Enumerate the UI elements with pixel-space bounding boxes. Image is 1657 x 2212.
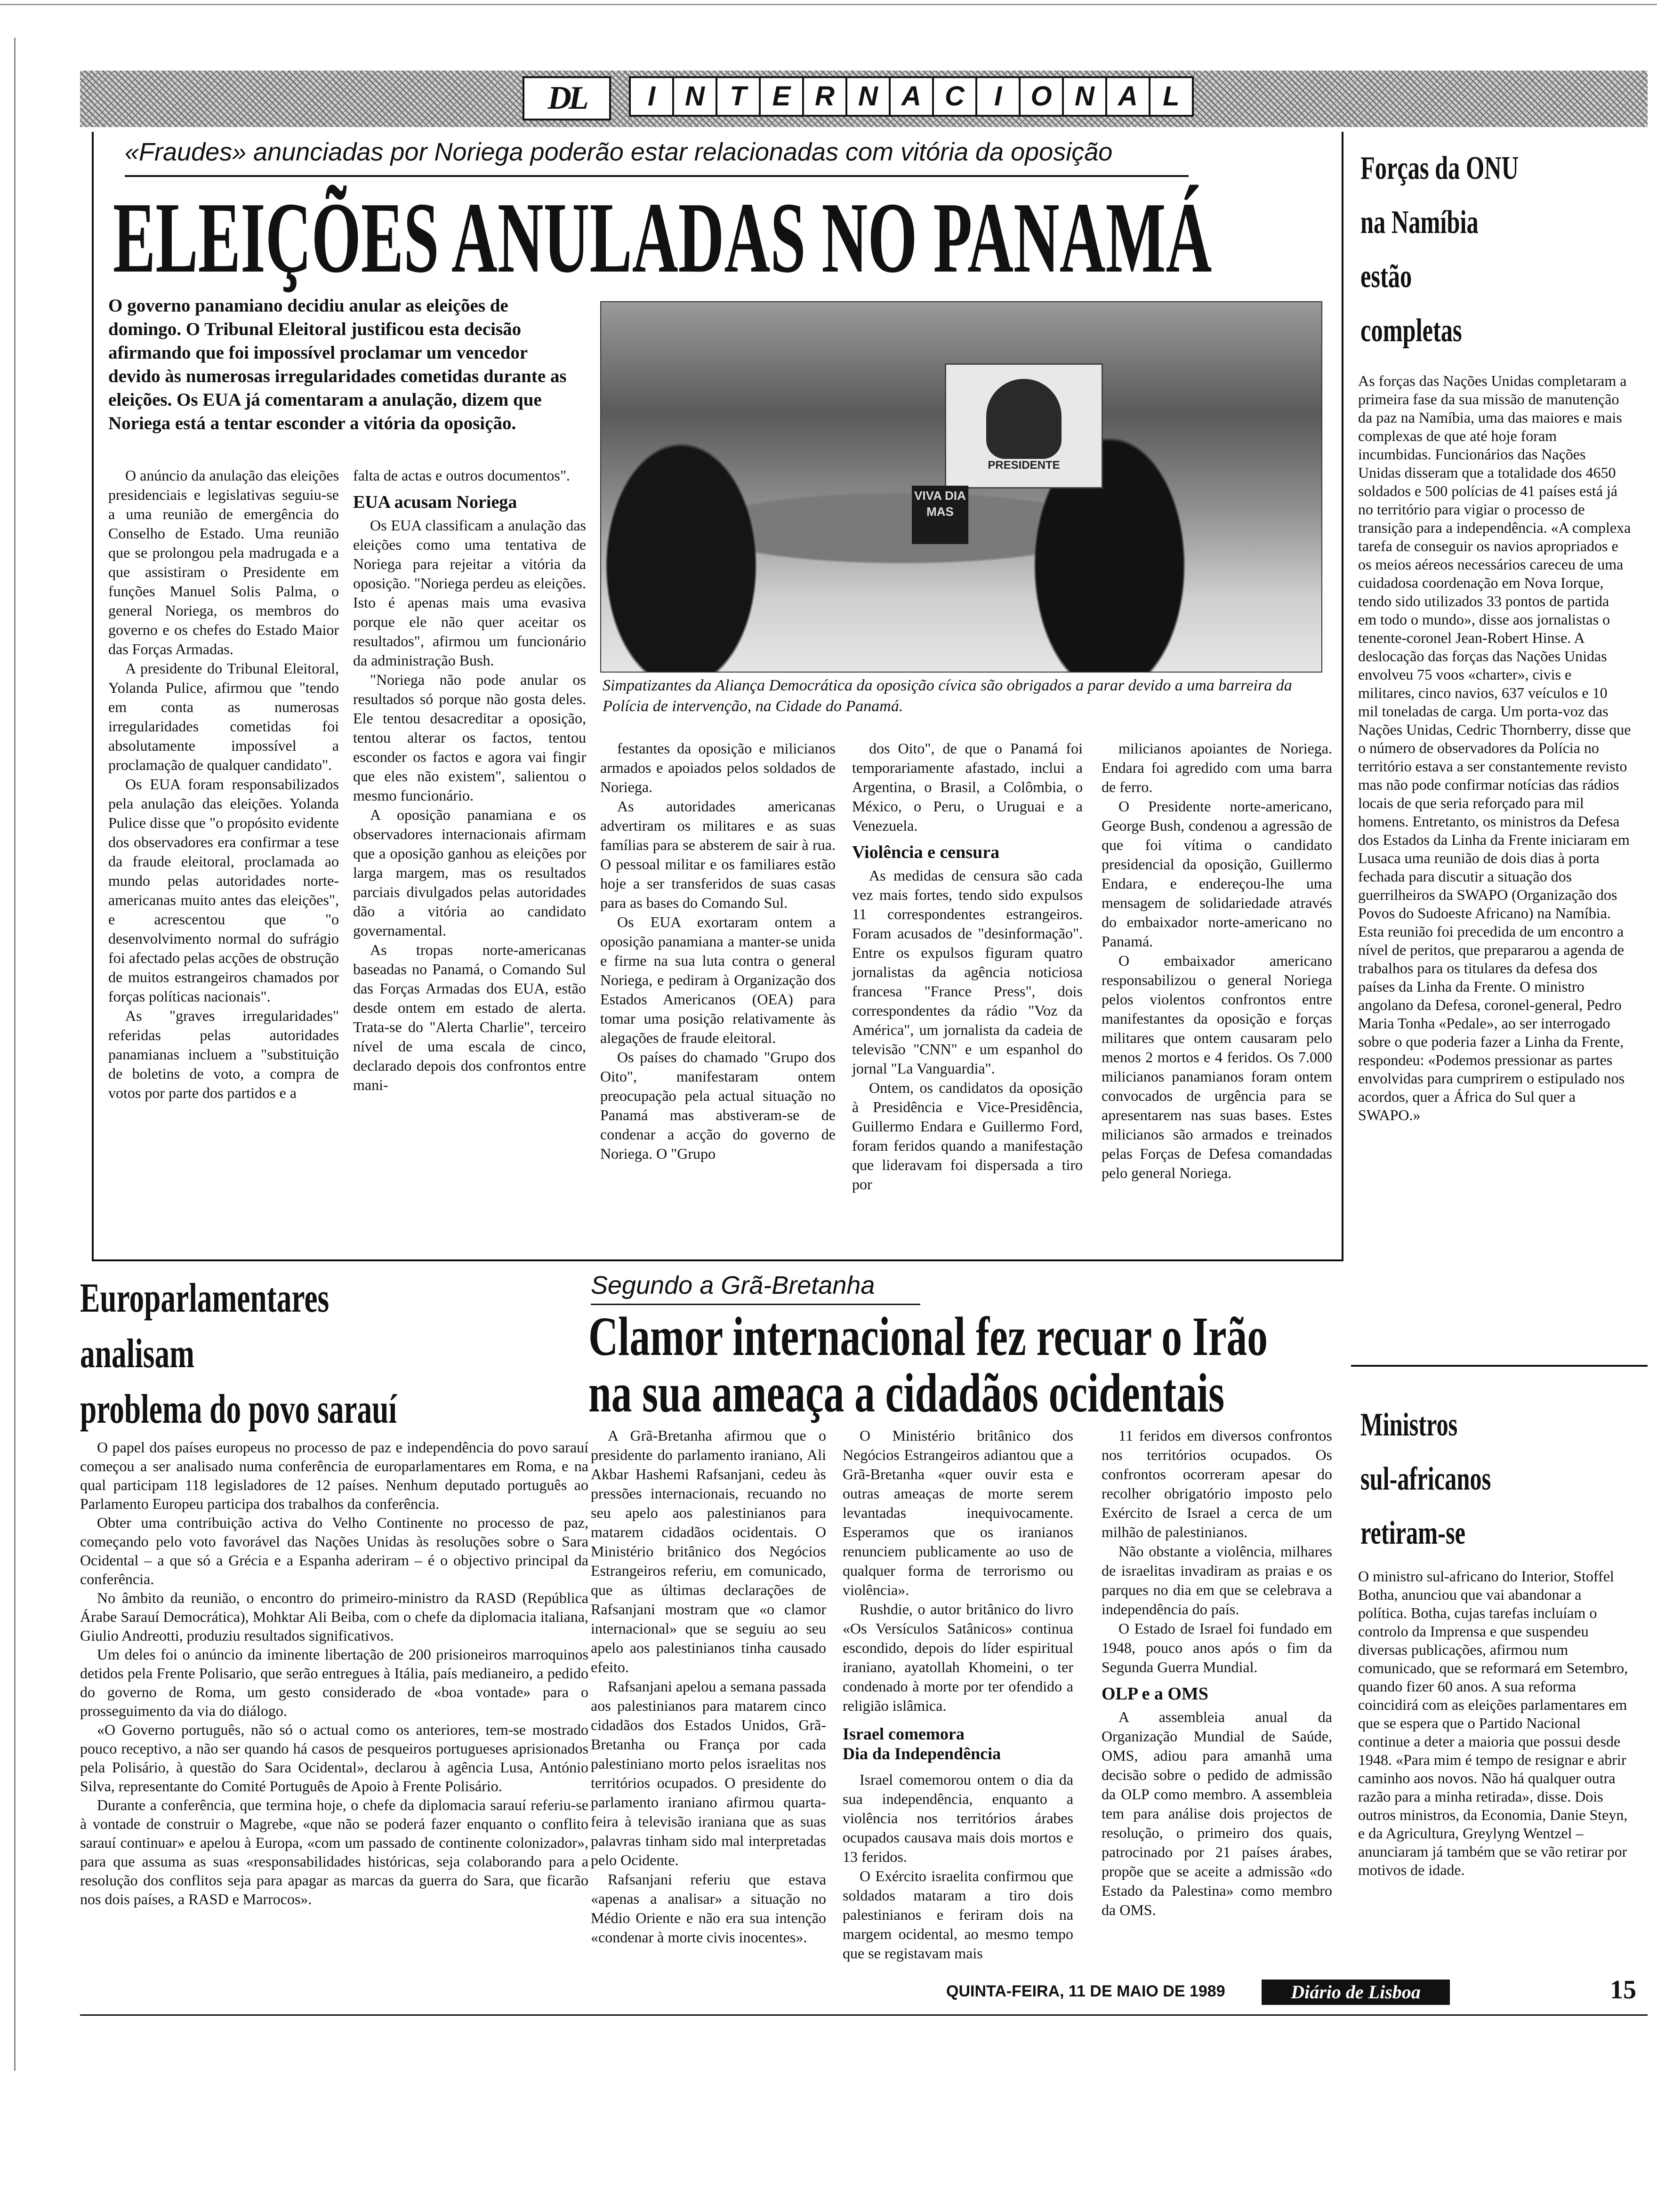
footer-page: 15 <box>1610 1975 1636 2004</box>
photo-sign-text: PRESIDENTE <box>988 459 1060 472</box>
ministros-headline <box>1360 1398 1633 1560</box>
section-logo: DL <box>547 80 586 116</box>
israel-subhead-line: Dia da Independência <box>843 1744 1001 1763</box>
irao-headline-line: Clamor internacional fez recuar o Irão <box>588 1306 1268 1367</box>
section-letter: N <box>1062 76 1107 117</box>
article-paragraph: Obter uma contribuição activa do Velho Continente no processo de paz, começando pelo voto favorável das Nações Unidas às resoluções sobre o Sara Ocidental – a que só a Grécia e a Espanha aderiram – é o objectivo principal da conferência. <box>80 1514 588 1587</box>
article-paragraph: A assembleia anual da Organização Mundial de Saúde, OMS, adiou para amanhã uma decisão sobre o pedido de admissão da OLP como membro. A assembleia tem para análise dois projectos de resolução, o primeiro dos quais, patrocinado por 21 países árabes, propõe que se aceite a admissão «do Estado da Palestina» como membro da OMS. <box>1102 1708 1332 1918</box>
section-letter: R <box>802 76 847 117</box>
article-paragraph: A presidente do Tribunal Eleitoral, Yolanda Pulice, afirmou que "tendo em conta as numerosas irregularidades cometidas foi absolutamente impossível a proclamação de qualquer candidato". <box>108 660 339 773</box>
euro-body <box>80 1438 588 1908</box>
article-paragraph: As medidas de censura são cada vez mais fortes, tendo sido expulsos 11 correspondentes estrangeiros. Foram acusados de "desinformação". Entre os expulsos figuram quatro jornalistas da agência noticiosa francesa "France Press", dois correspondentes da rádio "Voz da América", um jornalista da cadeia de televisão "CNN" e um espanhol do jornal "La Vanguardia". <box>852 867 1083 1077</box>
article-paragraph: Os EUA foram responsabilizados pela anulação das eleições. Yolanda Pulice disse que "o propósito evidente dos observadores era confirmar a tese da fraude eleitoral, proclamada ao mundo pelas autoridades norte-americanas muito antes das eleições", e acrescentou que "o desenvolvimento normal do sufrágio foi afectado pelas acções de obstrução de muitos estrangeiros chamados por forças políticas nacionais". <box>108 776 339 1005</box>
onu-body: As forças das Nações Unidas completaram a primeira fase da sua missão de manutenção da paz na Namíbia, uma das maiores e mais complexas de que até hoje foram incumbidas. Funcionários das Nações Unidas disseram que a totalidade dos 4650 soldados e 500 polícias de 41 países está já no território para vigiar o processo de transição para a independência. «A complexa tarefa de conseguir os navios apropriados e os meios aéreos necessários careceu de uma cuidadosa coordenação em Nova Iorque, tendo sido utilizados 33 pontos de partida em todo o mundo», disse aos jornalistas o tenente-coronel Jean-Robert Hinse. A deslocação das forças das Nações Unidas envolveu 75 voos «charter», civis e militares, cinco navios, 637 veículos e 10 mil toneladas de carga. Um porta-voz das Nações Unidas, Cedric Thornberry, disse que o número de observadores da Polícia no território estava a ser constantemente revisto mas não pode confirmar notícias das rádios locais de que seria reforçado para mil homens. Entretanto, os ministros da Defesa dos Estados da Linha da Frente iniciaram em Lusaca uma reunião de dois dias à porta fechada para discutir a situação dos guerrilheiros da SWAPO (Organização dos Povos do Sudoeste Africano) na Namíbia. Esta reunião foi precedida de um encontro a nível de peritos, que prepararou a agenda de trabalhos para os titulares da defesa dos países da Linha da Frente. O ministro angolano da Defesa, coronel-general, Pedro Maria Tonha «Pedale», ao ser interrogado sobre o que poderia fazer a Linha da Frente, respondeu: «Podemos pressionar as partes envolvidas para cumprirem o estipulado nos acordos, quer a África do Sul quer a SWAPO.» <box>1358 372 1631 1123</box>
subhead-eua: EUA acusam Noriega <box>353 492 517 512</box>
article-paragraph: As tropas norte-americanas baseadas no Panamá, o Comando Sul das Forças Armadas dos EUA, estão desde ontem em estado de alerta. Trata-se do "Alerta Charlie", terceiro nível de uma escala de cinco, declarado depois dos confrontos entre mani- <box>353 941 586 1093</box>
section-letter: E <box>759 76 804 117</box>
main-kicker: «Fraudes» anunciadas por Noriega poderão estar relacionadas com vitória da oposição <box>125 138 1113 166</box>
article-paragraph: A oposição panamiana e os observadores internacionais afirmam que a oposição ganhou as eleições por larga margem, mas os resultados parciais divulgados pelas autoridades dão a vitória ao candidato governamental. <box>353 806 586 939</box>
main-box-left <box>92 132 94 1261</box>
footer-paper-box <box>1262 1980 1450 2005</box>
article-paragraph: O Presidente norte-americano, George Bush, condenou a agressão de que foi vítima o candidato presidencial da oposição, Guillermo Endara, e endereçou-lhe uma mensagem de solidariedade através do embaixador norte-americano no Panamá. <box>1102 798 1332 950</box>
israel-subhead <box>843 1724 1073 1763</box>
onu-headline-line: completas <box>1360 313 1462 349</box>
article-paragraph: As "graves irregularidades" referidas pelas autoridades panamianas incluem a "substituição de boletins de voto, a compra de votos por parte dos partidos e a <box>108 1007 339 1101</box>
article-paragraph: O papel dos países europeus no processo de paz e independência do povo sarauí começou a ser analisado numa conferência de europarlamentares em Roma, e na qual participam 118 legisladores de 12 países. Nenhum deputado português ao Parlamento Europeu participa dos trabalhos da conferência. <box>80 1439 588 1512</box>
section-letter: I <box>629 76 674 117</box>
article-paragraph: festantes da oposição e milicianos armados e apoiados pelos soldados de Noriega. <box>600 740 836 795</box>
main-headline <box>113 181 1212 294</box>
article-paragraph: O Ministério britânico dos Negócios Estrangeiros adiantou que a Grã-Bretanha «quer ouvir esta e outras ameaças de morte serem levantadas inequivocamente. Esperamos que os iranianos renunciem publicamente ao uso de qualquer forma de terrorismo ou violência». <box>843 1427 1073 1598</box>
irao-kicker: Segundo a Grã-Bretanha <box>591 1271 875 1299</box>
photo-sign-viva <box>912 486 968 544</box>
article-paragraph: Os EUA classificam a anulação das eleições como uma tentativa de Noriega para rejeitar a vitória da oposição. "Noriega perdeu as eleições. Isto é apenas mais uma evasiva porque ele não quer aceitar os resultados", afirmou um funcionário da administração Bush. <box>353 517 586 669</box>
article-paragraph: O Estado de Israel foi fundado em 1948, pouco anos após o fim da Segunda Guerra Mundial. <box>1102 1620 1332 1675</box>
article-paragraph: «O Governo português, não só o actual como os anteriores, tem-se mostrado pouco receptivo, a não ser quando há casos de pesqueiros portugueses aprisionados pela Polisário, à questão do Sara Ocidental», declarou à agência Lusa, António Silva, representante do Comité Português de Apoio à Frente Polisário. <box>80 1721 588 1795</box>
euro-headline-line: Europarlamentares <box>80 1275 330 1321</box>
article-paragraph: Rafsanjani referiu que estava «apenas a analisar» a situação no Médio Oriente e não era sua intenção «condenar à morte civis inocentes». <box>591 1871 826 1946</box>
subhead-olp: OLP e a OMS <box>1102 1684 1208 1704</box>
ministros-headline-line: retiram-se <box>1360 1515 1465 1551</box>
main-column-3 <box>600 739 836 1163</box>
article-paragraph: Ontem, os candidatos da oposição à Presidência e Vice-Presidência, Guillermo Endara e Guillermo Ford, foram feridos quando a manifestação que lideravam foi dispersada a tiro por <box>852 1079 1083 1193</box>
article-paragraph: 11 feridos em diversos confrontos nos territórios ocupados. Os confrontos ocorreram apesar do recolher obrigatório imposto pelo Exército de Israel a cerca de um milhão de palestinianos. <box>1102 1427 1332 1540</box>
section-letter: T <box>716 76 761 117</box>
section-letter: A <box>1105 76 1150 117</box>
irao-column-3 <box>1102 1426 1332 1920</box>
main-column-1 <box>108 466 339 1103</box>
kicker-underline <box>125 175 1189 177</box>
section-letter: I <box>975 76 1021 117</box>
bottom-rule <box>80 2014 1648 2016</box>
article-paragraph: "Noriega não pode anular os resultados só porque não gosta deles. Ele tentou desacreditar a oposição, tentou alterar os factos, tentou esconder os factos e agora vai fingir que eles não existem", salientou o mesmo funcionário. <box>353 671 586 804</box>
euro-headline-line: problema do povo sarauí <box>80 1387 397 1432</box>
irao-column-2 <box>843 1426 1073 1963</box>
main-photo <box>600 301 1322 673</box>
main-column-5 <box>1102 739 1332 1183</box>
section-letter: N <box>672 76 717 117</box>
article-paragraph: Rafsanjani apelou a semana passada aos palestinianos para matarem cinco cidadãos dos Estados Unidos, Grã-Bretanha ou França por cada palestiniano morto pelos israelitas nos territórios ocupados. O presidente do parlamento iraniano afirmou quarta-feira à televisão iraniana que as suas palavras tinham sido mal interpretadas pelo Ocidente. <box>591 1678 826 1868</box>
article-paragraph: dos Oito", de que o Panamá foi temporariamente afastado, inclui a Argentina, o Brasil, a Colômbia, o México, o Peru, o Uruguai e a Venezuela. <box>852 740 1083 834</box>
euro-headline-line: analisam <box>80 1331 194 1377</box>
onu-headline-line: estão <box>1360 258 1412 295</box>
photo-caption: Simpatizantes da Aliança Democrática da oposição cívica são obrigados a parar devido a uma barreira da Polícia de intervenção, na Cidade do Panamá. <box>603 677 1292 715</box>
article-paragraph: milicianos apoiantes de Noriega. Endara foi agredido com uma barra de ferro. <box>1102 740 1332 795</box>
article-paragraph: As autoridades americanas advertiram os militares e as suas famílias para se absterem de sair à rua. O pessoal militar e os familiares estão hoje a ser transferidos de suas casas para as bases do Comando Sul. <box>600 798 836 911</box>
top-edge-line <box>0 4 1657 5</box>
ministros-headline-line: sul-africanos <box>1360 1461 1491 1497</box>
irao-headline <box>588 1306 1351 1424</box>
main-column-4 <box>852 739 1083 1194</box>
left-margin-line <box>14 38 16 2071</box>
israel-subhead-line: Israel comemora <box>843 1724 965 1743</box>
ministros-rule <box>1351 1365 1648 1367</box>
main-lead: O governo panamiano decidiu anular as eleições de domingo. O Tribunal Eleitoral justificou esta decisão afirmando que foi impossível proclamar um vencedor devido às numerosas irregularidades cometidas durante as eleições. Os EUA já comentaram a anulação, dizem que Noriega está a tentar esconder a vitória da oposição. <box>108 296 567 433</box>
section-letter: N <box>845 76 891 117</box>
ministros-headline-line: Ministros <box>1360 1407 1458 1443</box>
irao-column-1 <box>591 1426 826 1947</box>
photo-sign-viva-text: VIVA DIA MAS <box>914 489 966 519</box>
footer-paper: Diário de Lisboa <box>1291 1981 1421 2003</box>
photo-sign-presidente <box>945 363 1103 489</box>
article-paragraph: No âmbito da reunião, o encontro do primeiro-ministro da RASD (República Árabe Sarauí Democrática), Mohktar Ali Beiba, com o chefe da diplomacia italiana, Giulio Andreotti, produziu resultados significativos. <box>80 1589 588 1644</box>
section-letter: L <box>1149 76 1194 117</box>
main-headline-text: ELEIÇÕES ANULADAS NO PANAMÁ <box>113 181 1212 294</box>
section-letter: O <box>1019 76 1064 117</box>
main-box-bottom <box>92 1259 1343 1261</box>
main-column-2 <box>353 466 586 1095</box>
article-paragraph: O anúncio da anulação das eleições presidenciais e legislativas seguiu-se a uma reunião de emergência do Conselho de Estado. Uma reunião que se prolongou pela madrugada e a que assistiram o Presidente em funções Manuel Solis Palma, o general Noriega, os membros do governo e os chefes do Estado Maior das Forças Armadas. <box>108 467 339 657</box>
irao-kicker-underline <box>591 1304 920 1305</box>
section-letter: A <box>889 76 934 117</box>
article-paragraph: O embaixador americano responsabilizou o general Noriega pelos violentos confrontos entre manifestantes da oposição e forças militares que ontem causaram pelo menos 2 mortos e 4 feridos. Os 7.000 milicianos panamianos foram ontem convocados de urgência para se apresentarem nas suas bases. Estes milicianos são armados e treinados pelas Forças de Defesa comandadas pelo general Noriega. <box>1102 952 1332 1181</box>
onu-headline-line: Forças da ONU <box>1360 150 1519 186</box>
article-paragraph: Durante a conferência, que termina hoje, o chefe da diplomacia sarauí referiu-se à vontade de construir o Magrebe, «que não se poderá fazer enquanto o conflito sarauí continuar» e apelou à Europa, «com um passado de continente colonizador», para que assuma as suas «responsabilidades históricas, seja colaborando para a resolução dos conflitos seja para apagar as marcas da guerra do Sara, que ficarão nos dois países, a RASD e Marrocos». <box>80 1796 588 1907</box>
col2-top: falta de actas e outros documentos". <box>353 467 570 484</box>
article-paragraph: Rushdie, o autor britânico do livro «Os Versículos Satânicos» continua escondido, depois do líder espiritual iraniano, ayatollah Khomeini, o ter condenado à morte por ter ofendido a religião islâmica. <box>843 1601 1073 1714</box>
onu-headline <box>1360 141 1633 358</box>
onu-headline-line: na Namíbia <box>1360 204 1479 240</box>
article-paragraph: A Grã-Bretanha afirmou que o presidente do parlamento iraniano, Ali Akbar Hashemi Rafsanjani, cedeu às pressões internacionais, recuando no seu apelo aos palestinianos para matarem cidadãos ocidentais. O Ministério britânico dos Negócios Estrangeiros referiu, em comunicado, que as últimas declarações de Rafsanjani mostram que «o clamor internacional» que se seguiu ao seu apelo aos palestinianos tinha causado efeito. <box>591 1427 826 1675</box>
article-paragraph: Os países do chamado "Grupo dos Oito", manifestaram ontem preocupação pela actual situação no Panamá mas abstiveram-se de condenar a acção do governo de Noriega. O "Grupo <box>600 1049 836 1162</box>
main-box-right <box>1342 132 1343 1261</box>
section-title <box>631 76 1194 117</box>
euro-headline <box>80 1271 607 1437</box>
footer-date: QUINTA-FEIRA, 11 DE MAIO DE 1989 <box>946 1982 1225 2000</box>
subhead-violencia: Violência e censura <box>852 842 1000 862</box>
article-paragraph: Não obstante a violência, milhares de israelitas invadiram as praias e os parques no dia em que se celebrava a independência do país. <box>1102 1543 1332 1618</box>
article-paragraph: Os EUA exortaram ontem a oposição panamiana a manter-se unida e firme na sua luta contra o general Noriega, e pediram à Organização dos Estados Americanos (OEA) para tomar uma posição relativamente às alegações de fraude eleitoral. <box>600 914 836 1046</box>
article-paragraph: Um deles foi o anúncio da iminente libertação de 200 prisioneiros marroquinos detidos pela Frente Polisario, que serão entregues à Itália, país medianeiro, a pedido do governo de Roma, um gesto considerado de «boa vontade» para o prosseguimento da via do diálogo. <box>80 1646 588 1719</box>
article-paragraph: O Exército israelita confirmou que soldados mataram a tiro dois palestinianos e feriram dois na margem ocidental, ao mesmo tempo que se registavam mais <box>843 1867 1073 1962</box>
article-paragraph: Israel comemorou ontem o dia da sua independência, enquanto a violência nos territórios árabes ocupados causava mais dois mortos e 13 feridos. <box>843 1771 1073 1865</box>
ministros-body: O ministro sul-africano do Interior, Stoffel Botha, anunciou que vai abandonar a política. Botha, cujas tarefas incluíam o controlo da Imprensa e que suspendeu diversas publicações, afirmou num comunicado, que se reformará em Setembro, quando fizer 60 anos. A sua reforma coincidirá com as eleições parlamentares em que se espera que o Partido Nacional continue a deter a maioria que possui desde 1948. «Para mim é tempo de resignar e abrir caminho aos novos. Não há qualquer outra razão para a minha retirada», disse. Dois outros ministros, da Economia, Danie Steyn, e da Agricultura, Greylyng Wentzel – anunciaram já também que se vão retirar por motivos de idade. <box>1358 1568 1628 1878</box>
section-logo-box <box>523 76 611 120</box>
section-letter: C <box>932 76 977 117</box>
irao-headline-line: na sua ameaça a cidadãos ocidentais <box>588 1362 1225 1424</box>
